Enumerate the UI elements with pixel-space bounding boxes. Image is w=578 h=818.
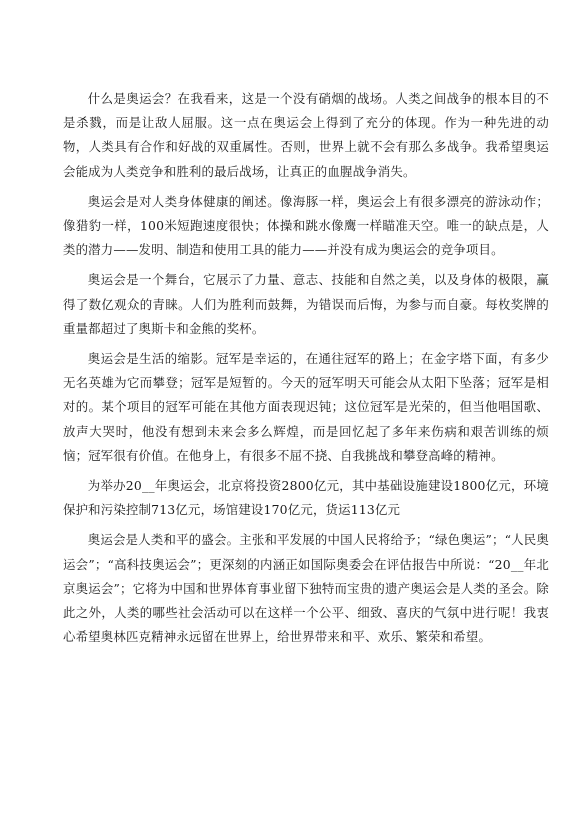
paragraph-2: 奥运会是对人类身体健康的阐述。像海豚一样，奥运会上有很多漂亮的游泳动作；像猎豹一样，100米短跑速度很快；体操和跳水像鹰一样瞄准天空。唯一的缺点是，人类的潜力——发明、制造和使用工具的能力——并没有成为奥运会的竞争项目。	[63, 193, 549, 258]
paragraph-3: 奥运会是一个舞台，它展示了力量、意志、技能和自然之美，以及身体的极限，赢得了数亿观众的青睐。人们为胜利而鼓舞，为错误而后悔，为参与而自豪。每枚奖牌的重量都超过了奥斯卡和金熊的奖杯。	[63, 272, 549, 336]
paragraph-5: 为举办20__年奥运会，北京将投资2800亿元，其中基础设施建设1800亿元，环境保护和污染控制713亿元，场馆建设170亿元，货运113亿元	[63, 478, 549, 518]
paragraph-1: 什么是奥运会？在我看来，这是一个没有硝烟的战场。人类之间战争的根本目的不是杀戮，而是让敌人屈服。这一点在奥运会上得到了充分的体现。作为一种先进的动物，人类具有合作和好战的双重属性。否则，世界上就不会有那么多战争。我希望奥运会能成为人类竞争和胜利的最后战场，让真正的血腥战争消失。	[63, 91, 549, 179]
paragraph-4: 奥运会是生活的缩影。冠军是幸运的，在通往冠军的路上；在金字塔下面，有多少无名英雄为它而攀登；冠军是短暂的。今天的冠军明天可能会从太阳下坠落；冠军是相对的。某个项目的冠军可能在其他方面表现迟钝；这位冠军是光荣的，但当他唱国歌、放声大哭时，他没有想到未来会多么辉煌，而是回忆起了多年来伤病和艰苦训练的烦恼；冠军很有价值。在他身上，有很多不屈不挠、自我挑战和攀登高峰的精神。	[63, 351, 549, 463]
paragraph-6: 奥运会是人类和平的盛会。主张和平发展的中国人民将给予；“绿色奥运”；“人民奥运会”；“高科技奥运会”；更深刻的内涵正如国际奥委会在评估报告中所说：“20__年北京奥运会”；它将为中国和世界体育事业留下独特而宝贵的遗产奥运会是人类的圣会。除此之外，人类的哪些社会活动可以在这样一个公平、细致、喜庆的气氛中进行呢！我衷心希望奥林匹克精神永远留在世界上，给世界带来和平、欢乐、繁荣和希望。	[63, 532, 549, 645]
document-body	[63, 87, 549, 655]
